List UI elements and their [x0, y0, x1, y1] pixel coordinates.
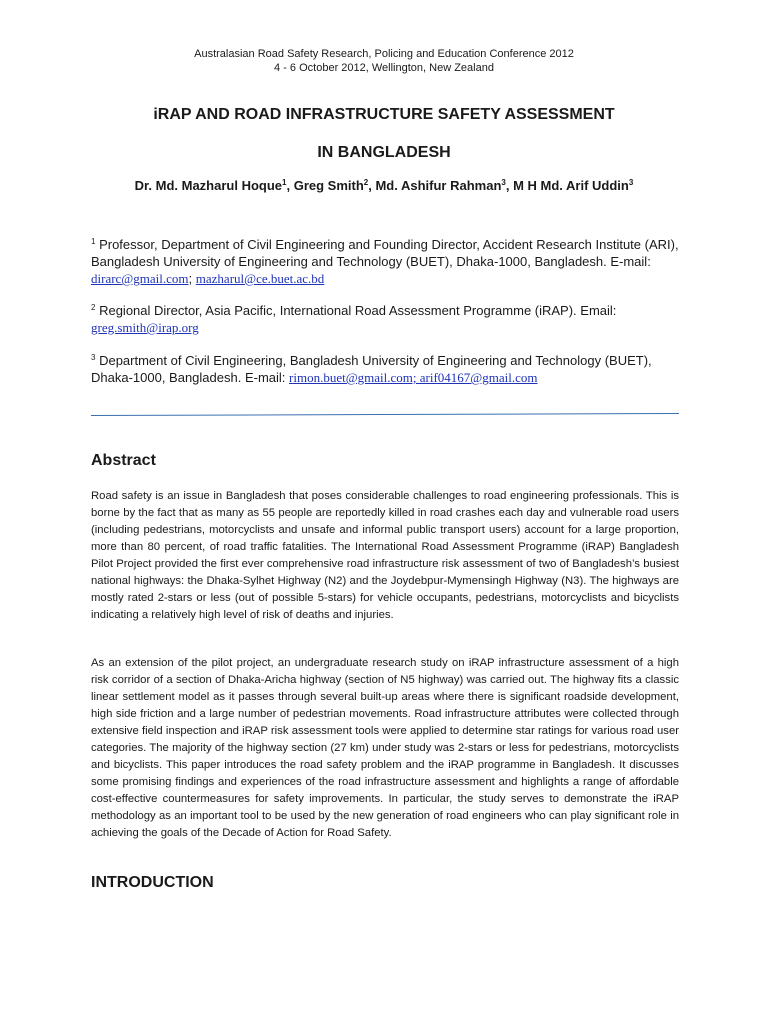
affiliation-text: Professor, Department of Civil Engineering and Founding Director, Accident Research Institute (ARI), Bangladesh University of Engineering and Technology (BUET), Dhaka-1000, Bangladesh. E-mail:	[91, 237, 679, 269]
author-separator: ,	[505, 178, 514, 193]
introduction-heading: INTRODUCTION	[91, 874, 214, 891]
author-list	[0, 178, 768, 193]
email-link[interactable]: mazharul@ce.buet.ac.bd	[195, 271, 325, 286]
affiliation-2	[91, 299, 691, 336]
affiliation-text: Department of Civil Engineering, Bangladesh University of Engineering and Technology (BUET), Dhaka-1000, Bangladesh. E-mail:	[91, 353, 652, 385]
email-separator: ;	[188, 271, 196, 286]
author-affiliation-mark: 1	[282, 178, 287, 187]
conference-name: Australasian Road Safety Research, Policing and Education Conference 2012	[194, 48, 574, 60]
affiliation-number: 2	[91, 303, 96, 312]
author-name: Greg Smith	[293, 178, 364, 193]
affiliation-1	[91, 233, 691, 287]
affiliation-number: 3	[91, 353, 96, 362]
author-separator: ,	[286, 178, 294, 193]
author-name: M H Md. Arif Uddin	[513, 178, 629, 193]
email-link[interactable]: rimon.buet@gmail.com; arif04167@gmail.com	[289, 370, 538, 385]
email-link[interactable]: dirarc@gmail.com	[91, 271, 189, 286]
email-link[interactable]: greg.smith@irap.org	[91, 320, 199, 335]
conference-dates: 4 - 6 October 2012, Wellington, New Zealand	[274, 62, 494, 74]
abstract-paragraph-2: As an extension of the pilot project, an undergraduate research study on iRAP infrastructure assessment of a high risk corridor of a section of Dhaka-Aricha highway (section of N5 highway) was carried out. The highway fits a classic linear settlement model as it passes through several built-up areas where there is significant roadside development, high side friction and a large number of pedestrian movements. Road infrastructure attributes were collected through extensive field inspection and iRAP risk assessment tools were applied to determine star ratings for various road user categories. The majority of the highway section (27 km) under study was 2-stars or less for pedestrians, motorcyclists and bicyclists. This paper introduces the road safety problem and the iRAP programme in Bangladesh. It discusses some promising findings and experiences of the road infrastructure assessment and highlights a range of affordable cost-effective countermeasures for safety improvements. In particular, the study serves to demonstrate the iRAP methodology as an important tool to be used by the new generation of road engineers who can play significant role in achieving the goals of the Decade of Action for Road Safety.	[91, 657, 679, 839]
paper-title-line2: IN BANGLADESH	[317, 144, 451, 161]
paper-title-line1: iRAP AND ROAD INFRASTRUCTURE SAFETY ASSESSMENT	[153, 106, 615, 123]
section-divider	[91, 413, 679, 416]
abstract-paragraph-1: Road safety is an issue in Bangladesh that poses considerable challenges to road engineering professionals. This is borne by the fact that as many as 55 people are reportedly killed in road crashes each day and vulnerable road users (including pedestrians, motorcyclists and unsafe and informal public transport users) account for a large proportion, more than 80 percent, of road traffic fatalities. The International Road Assessment Programme (iRAP) Bangladesh Pilot Project provided the first ever comprehensive road infrastructure risk assessment of two of Bangladesh’s busiest national highways: the Dhaka-Sylhet Highway (N2) and the Joydebpur-Mymensingh Highway (N3). The highways are mostly rated 2-stars or less (out of possible 5-stars) for vehicle occupants, pedestrians, motorcyclists and bicyclists indicating a relatively high level of risk of deaths and injuries.	[91, 490, 679, 621]
author-name: Md. Ashifur Rahman	[375, 178, 502, 193]
author-affiliation-mark: 2	[363, 178, 369, 187]
author-affiliation-mark: 3	[628, 178, 634, 187]
affiliation-number: 1	[91, 237, 96, 246]
affiliation-3	[91, 349, 691, 386]
author-affiliation-mark: 3	[501, 178, 506, 187]
author-separator: ,	[368, 178, 376, 193]
affiliation-text: Regional Director, Asia Pacific, International Road Assessment Programme (iRAP). Email:	[99, 303, 617, 318]
abstract-heading: Abstract	[91, 452, 156, 469]
author-name: Dr. Md. Mazharul Hoque	[134, 178, 283, 193]
